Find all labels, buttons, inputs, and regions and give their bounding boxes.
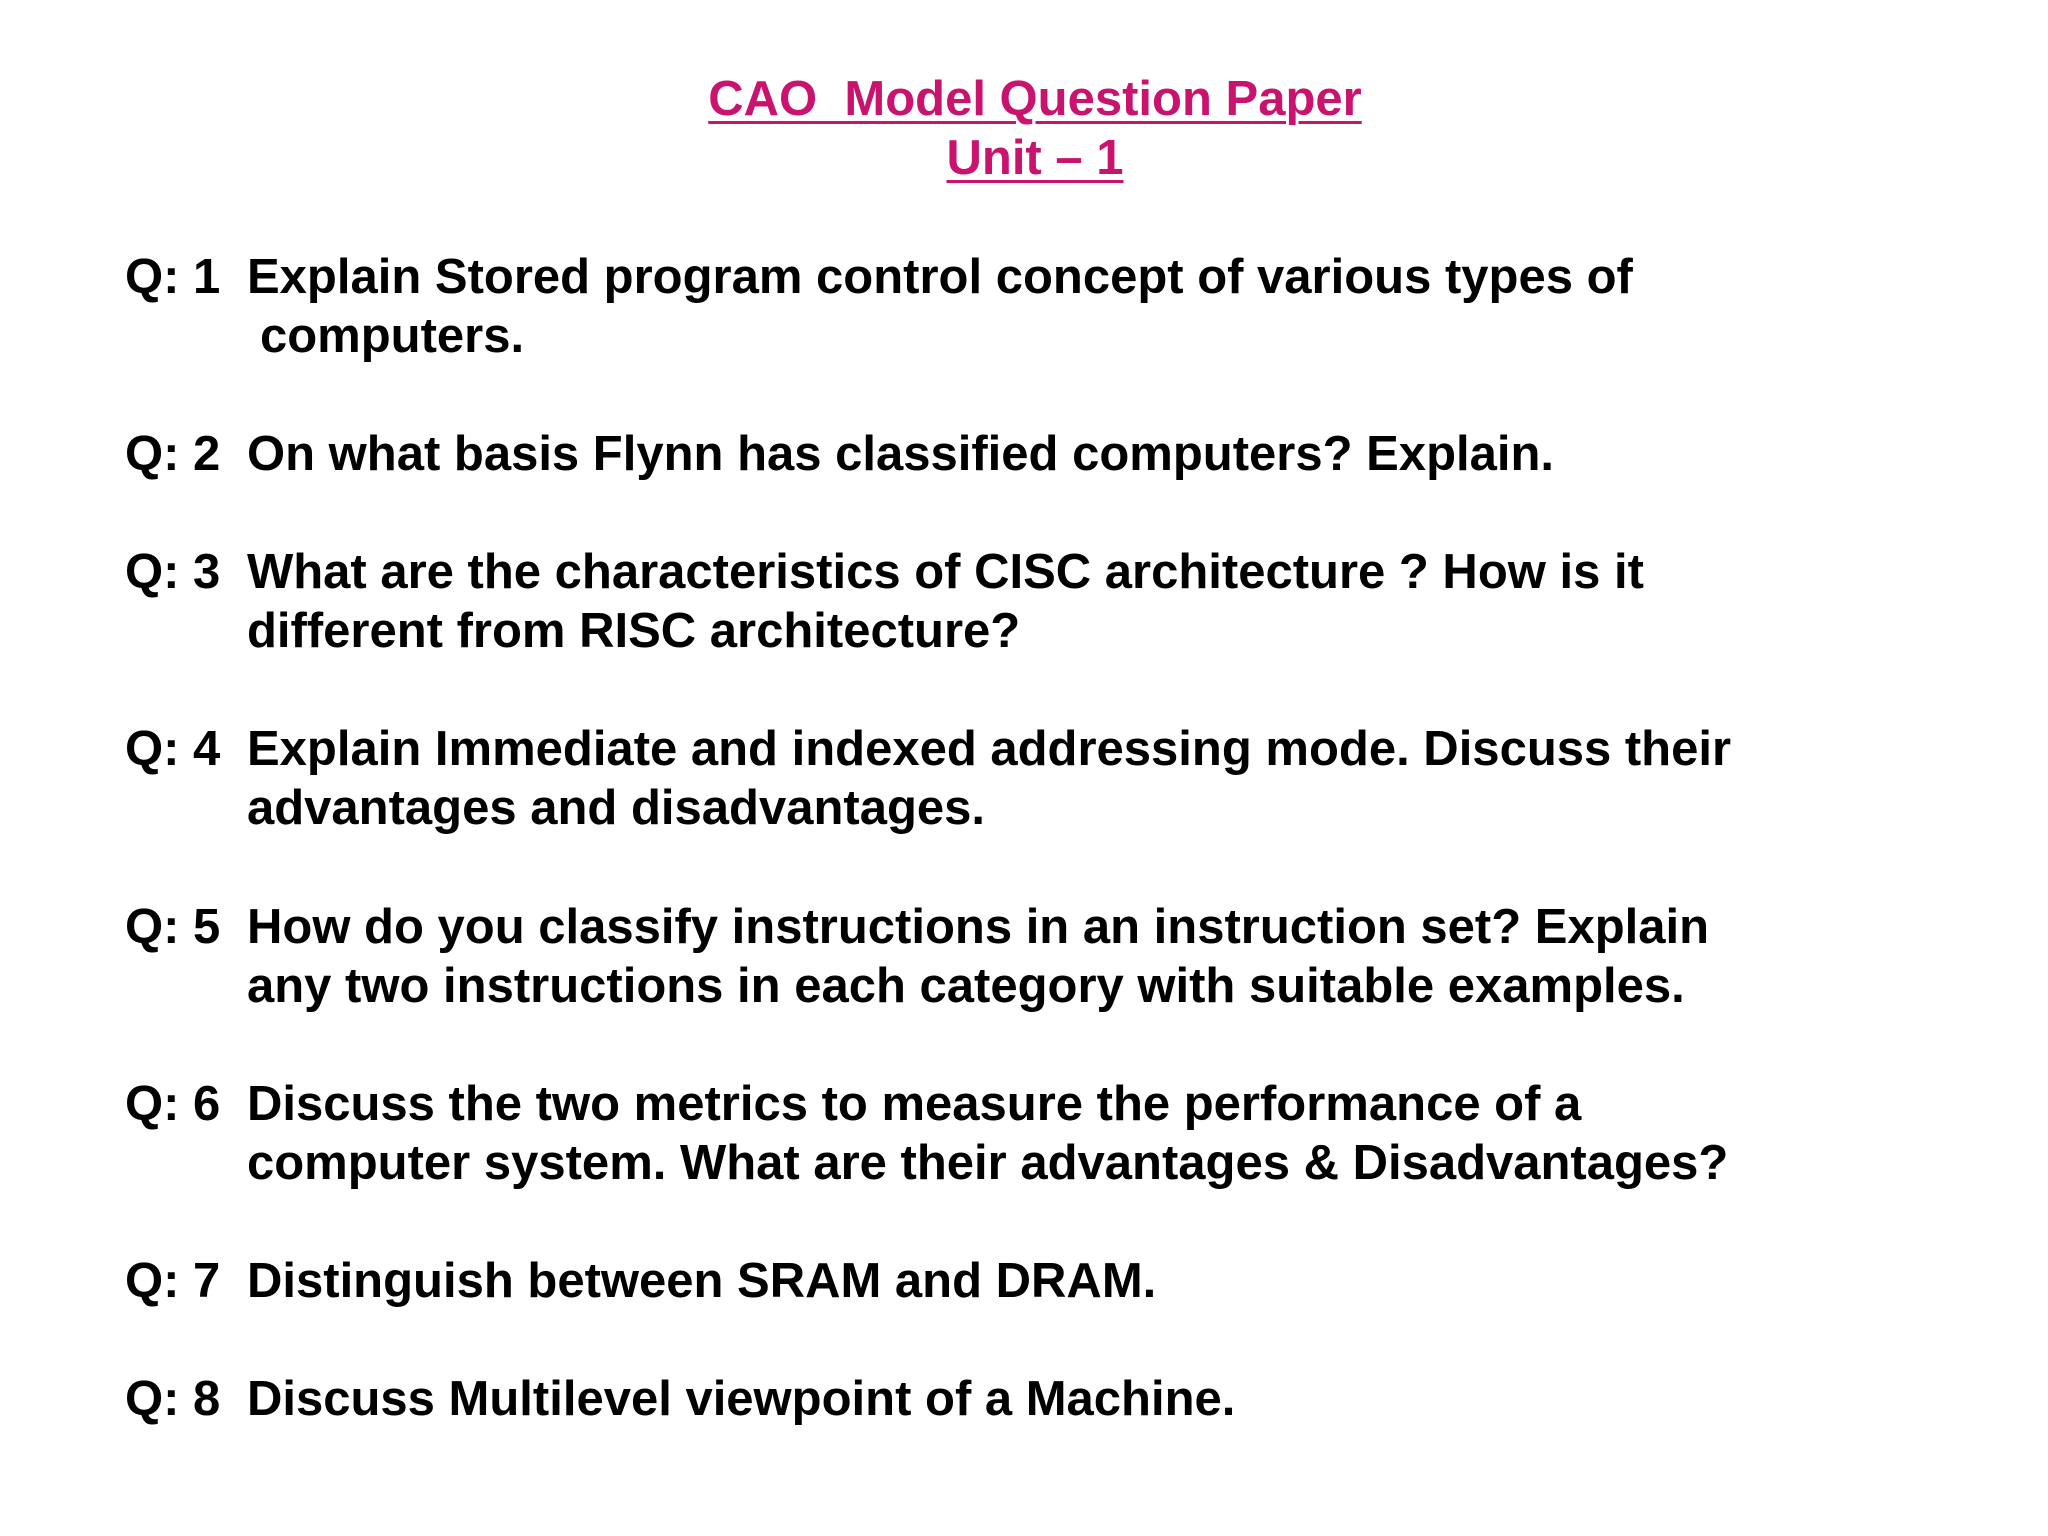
question-number: Q: 6 [125,1077,221,1131]
question-1 [125,248,1975,366]
question-text: How do you classify instructions in an instruction set? Explain [247,900,1710,954]
question-number: Q: 2 [125,427,221,481]
paper-title: CAO Model Question Paper [708,72,1362,126]
question-text: Explain Immediate and indexed addressing mode. Discuss their [247,722,1732,776]
title-block [0,70,2048,188]
question-text-continued: computer system. What are their advantages & Disadvantages? [247,1136,1729,1190]
question-number: Q: 1 [125,250,221,304]
question-text: What are the characteristics of CISC architecture ? How is it [247,545,1644,599]
question-8 [125,1370,1975,1429]
question-text-continued: advantages and disadvantages. [247,781,985,835]
question-text: Discuss the two metrics to measure the performance of a [247,1077,1582,1131]
question-text-continued: computers. [260,309,525,363]
question-5 [125,898,1975,1016]
question-text-continued: any two instructions in each category with suitable examples. [247,959,1685,1013]
question-4 [125,720,1975,838]
question-7 [125,1252,1975,1311]
question-text: Explain Stored program control concept of various types of [247,250,1633,304]
question-text: Discuss Multilevel viewpoint of a Machine. [247,1372,1236,1426]
question-number: Q: 3 [125,545,221,599]
question-text-continued: different from RISC architecture? [247,604,1021,658]
question-number: Q: 5 [125,900,221,954]
question-6 [125,1075,1975,1193]
question-3 [125,543,1975,661]
unit-subtitle: Unit – 1 [946,131,1124,185]
question-number: Q: 4 [125,722,221,776]
question-text: On what basis Flynn has classified computers? Explain. [247,427,1555,481]
question-2 [125,425,1975,484]
question-number: Q: 7 [125,1254,221,1308]
question-number: Q: 8 [125,1372,221,1426]
question-text: Distinguish between SRAM and DRAM. [247,1254,1157,1308]
